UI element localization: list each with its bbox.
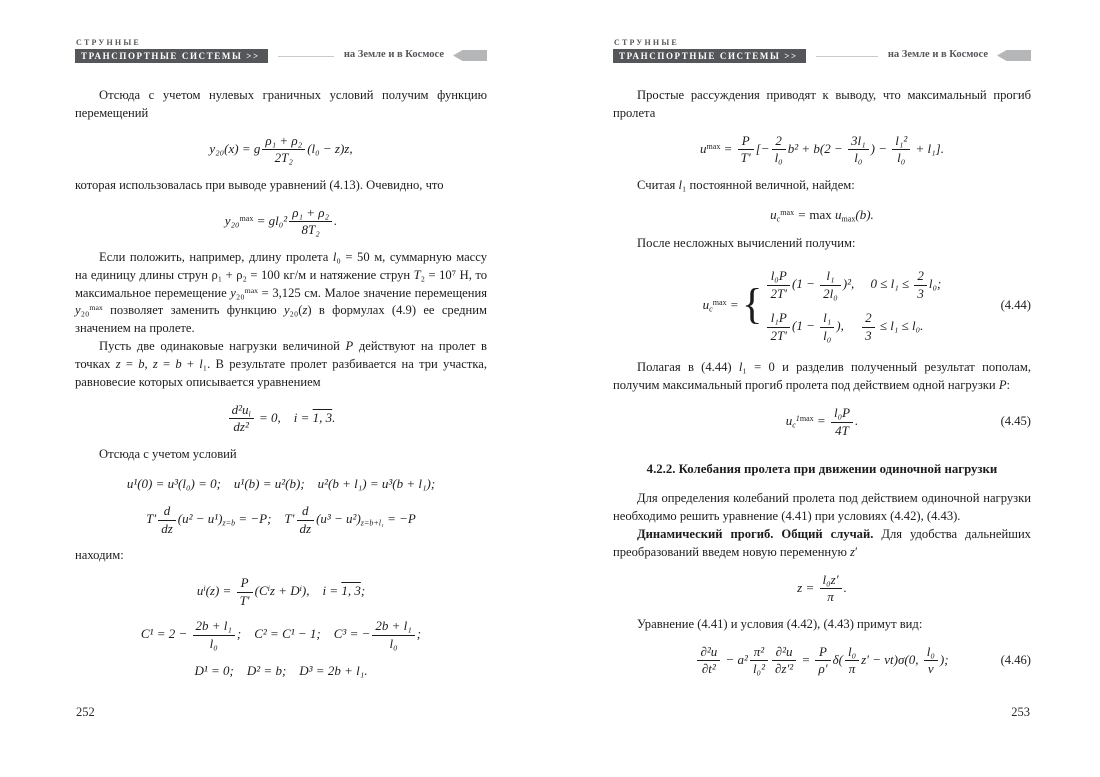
formula-math: $u^i(z)$ = $\frac{P}{T'}$ $(C^iz + D^i)$, i = 1, 3; [196,575,366,608]
formula-math: $\frac{d^2u_i}{\text{dz²}}$ = 0, i = 1, 3. [227,403,336,435]
formula [75,504,487,536]
header-tagline: на Земле и в Космосе [343,49,444,60]
paragraph: Отсюда с учетом условий [99,446,237,461]
formula-math: $u_c^{max} = \max u_{max}(b)$. [770,206,874,224]
formula-math: u¹(0) = u³(l₀) = 0; u¹(b) = u²(b); u²(b + l₁) = u³(b + l₁); [126,475,436,491]
equation-number: (4.46) [1000,652,1031,667]
paragraph: Считая l₁ постоянной величной, найдем: [637,177,855,192]
brand [613,38,806,63]
arrow-left-icon [453,50,487,61]
formula-math: D¹ = 0; D² = b; D³ = 2b + l₁. [194,663,368,679]
formula [75,662,487,680]
brand-title-box: ТРАНСПОРТНЫЕ СИСТЕМЫ >> [613,49,806,63]
formula-math: y₂₀$^{max}$ = gl₀² $\frac{\text{ρ₁ + ρ₂}}{\text{8T₂}}$ . [224,204,338,238]
brand-series-label: СТРУННЫЕ [614,38,679,47]
paragraph: Уравнение (4.41) и условия (4.42), (4.43) примут вид: [637,616,923,631]
formula-math: $u_c^{max}$ = { $\frac{\text{l₀P}}{2T'}$ (1 − $\frac{\text{l₁}}{\text{2l₀}}$ )², 0 ≤ l₁ ≤ $\frac{2}{3}$ l₀; $\frac{\text{l₁P}}{2T'}$ (1 − $\frac{\text{l₁}}{\text{l₀}}$ ), $\frac{2}{3}$ ≤ l₁ ≤ l₀. [702,268,942,343]
paragraph: Отсюда с учетом нулевых граничных условий получим функцию перемещений [75,88,487,120]
formula [75,576,487,608]
formula [75,475,487,493]
formula [613,645,1031,677]
paragraph: Простые рассуждения приводят к выводу, что максимальный прогиб пролета [613,88,1031,120]
formula [613,264,1031,348]
page-body [75,87,487,681]
equation-number: (4.44) [1000,298,1031,313]
page-left [75,38,487,758]
formula-math: C¹ = 2 − $\frac{\text{2b + l₁}}{\text{l₀}}$ ; C² = C¹ − 1; C³ = − $\frac{\text{2b + l₁}}{\text{l₀}}$ ; [140,618,422,651]
formula [75,403,487,435]
formula [613,206,1031,224]
formula [75,134,487,166]
paragraph: находим: [75,548,124,563]
formula [613,573,1031,605]
paragraph: Если положить, например, длину пролета l₀ = 50 м, суммарную массу на единицу длины струн ρ₁ + ρ₂ = 100 кг/м и натяжение струн T₂ = 10⁷ Н, то максимальное перемещение y₂₀$^{max}$ = 3,125 см. Малое значение перемещения y₂₀$^{max}$ позволяет заменить функцию y₂₀(z) в формулах (4.9) ее средним значением на пролете. [75,249,487,336]
paragraph: После несложных вычислений получим: [637,236,856,251]
paragraph: Полагая в (4.44) l₁ = 0 и разделив полученный результат пополам, получим максимальный прогиб пролета под действием одной нагрузки P: [613,360,1032,393]
arrow-left-icon [997,50,1031,61]
page-body [613,87,1031,677]
brand [75,38,268,63]
page-header [613,38,1031,63]
paragraph: Для определения колебаний пролета под действием одиночной нагрузки необходимо решить уравнение (4.41) при условиях (4.42), (4.43). [613,491,1031,524]
page-header [75,38,487,63]
paragraph: которая использовалась при выводе уравнений (4.13). Очевидно, что [75,177,444,192]
header-rule [816,56,878,57]
formula-math: z = $\frac{\text{l₀z′}}{\pi}$ . [797,571,847,605]
formula [75,619,487,651]
paragraph: Пусть две одинаковые нагрузки величиной P действуют на пролет в точках z = b, z = b + l₁. В результате пролет разбивается на три участка, равновесие которых описывается уравнением [75,339,488,389]
formula-math: T′ $\frac{d}{dz}$ $(u^2 - u^1)_{z=b} = -P$; T′ $\frac{d}{dz}$ $(u^3 - u^2)_{z=b+l_1} = -P$ [146,503,416,536]
formula [75,206,487,238]
page-number: 253 [1011,705,1030,719]
paragraph: Динамический прогиб. Общий случай. Для удобства дальнейших преобразований введем новую переменную z′ [613,526,1031,559]
page-number: 252 [76,705,95,719]
formula [613,406,1031,438]
formula-math: y₂₀(x) = g $\frac{\text{ρ₁ + ρ₂}}{\text{2T₂}}$ (l₀ − z)z, [209,132,353,166]
section-heading: 4.2.2. Колебания пролета при движении одиночной нагрузки [646,462,998,477]
formula-math: $\frac{\text{∂²u}}{\text{∂t²}}$ − a² $\frac{\text{π²}}{\text{l₀²}}$ $\frac{\text{∂²u}}{\text{∂z′²}}$ = $\frac{P}{\rho'}$ δ( $\frac{\text{l₀}}{\pi}$ z′ − vt)σ(0, $\frac{\text{l₀}}{v}$ ); [695,645,948,677]
header-tagline: на Земле и в Космосе [887,49,988,60]
page-right [613,38,1031,758]
formula-math: $u^{max}$ = $\frac{P}{T'}$ [− $\frac{2}{\text{l₀}}$ b² + b(2 − $\frac{\text{3l₁}}{\text{l₀}}$ ) − $\frac{\text{l₁²}}{\text{l₀}}$ + l₁]. [700,132,944,166]
equation-number: (4.45) [1000,414,1031,429]
brand-series-label: СТРУННЫЕ [76,38,141,47]
formula-math: $u_c^{1max}$ = $\frac{\text{l₀P}}{4T}$ . [785,404,859,438]
formula [613,134,1031,166]
header-rule [278,56,334,57]
brand-title-box: ТРАНСПОРТНЫЕ СИСТЕМЫ >> [75,49,268,63]
